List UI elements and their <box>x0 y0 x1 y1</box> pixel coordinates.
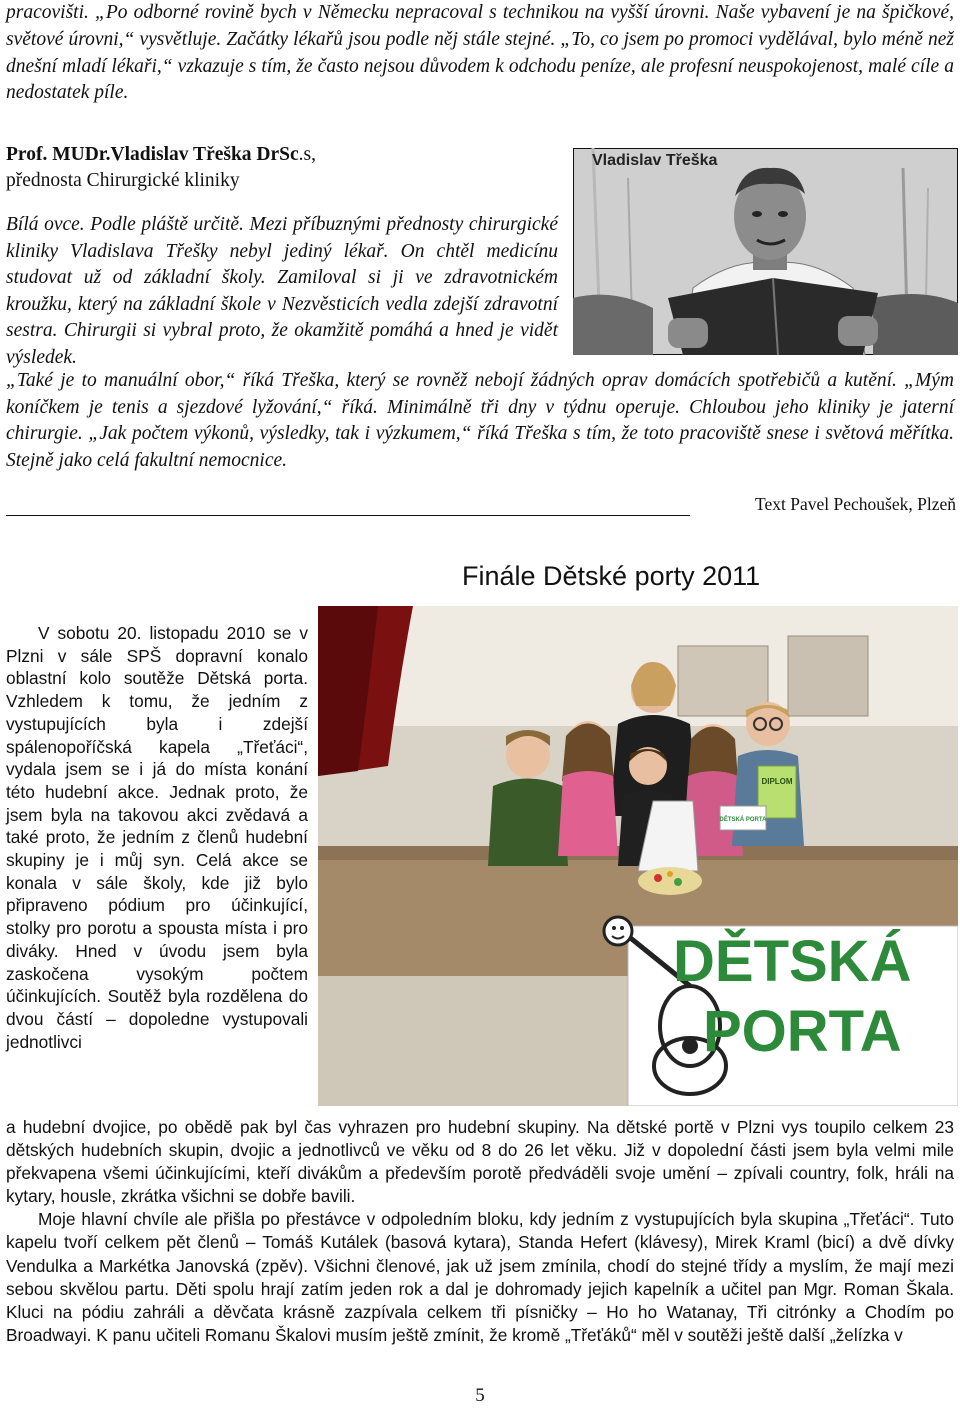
article-left-column <box>6 622 308 1053</box>
article-bottom-paragraph-2: Moje hlavní chvíle ale přišla po přestávce v odpoledním bloku, kdy jedním z vystupujících byla skupina „Třeťáci“. Tuto kapelu tvoří celkem pět členů – Tomáš Kutálek (basová kytara), Standa Hefert (klávesy), Mirek Kraml (bicí) a dvě dívky Vendulka a Markétka Janovská (zpěv). Všichni členové, jak už jsem zmínila, chodí do stejné třídy a myslím, že mají mezi sebou skvělou partu. Děti spolu hrají zatím jeden rok a dal je dohromady jejich kapelník a učitel pan Mgr. Roman Škala. Kluci na pódiu zahráli a děvčata krásně zazpívala celkem tři písničky – Ho ho Watanay, Tři citrónky a Chodím po Broadwayi. K panu učiteli Romanu Škalovi musím ještě zmínit, že kromě „Třeťáků“ měl v soutěži ještě další „želízka v <box>6 1209 954 1345</box>
article-bottom-paragraph-1: a hudební dvojice, po obědě pak byl čas vyhrazen pro hudební skupiny. Na dětské portě v Plzni vys toupilo celkem 23 dětských hudebních skupin, dvojic a jednotlivců ve věku od 8 do 26 let věku. Již v dopolední části jsem byla velmi mile překvapena všemi účinkujícími, kteří divákům a především porotě předváděli svoje umění – zpívali country, folk, hráli na kytary, housle, zkrátka všichni se dobře bavili. <box>6 1117 954 1207</box>
kids-stage-photo <box>318 606 958 1106</box>
article-bottom-paragraphs <box>6 1116 954 1347</box>
profile-paragraph: Bílá ovce. Podle pláště určitě. Mezi příbuznými přednosty chirurgické kliniky Vladislava Třešky nebyl jediný lékař. On chtěl medicínu studovat už od základní školy. Zamiloval si ji ve zdravotnickém kroužku, který na základní škole v Nezvěsticích vedla zdejší zdravotní sestra. Chirurgii si vybral proto, že okamžitě pomáhá a hned je vidět výsledek. <box>6 214 558 368</box>
byline-text: Text Pavel Pechoušek, Plzeň <box>755 494 956 514</box>
treska-photo-caption: Vladislav Třeška <box>592 152 718 169</box>
stage-sign-text: DĚTSKÁ PORTA <box>719 817 767 823</box>
top-paragraph <box>6 0 954 107</box>
diploma-text: DIPLOM <box>761 777 793 786</box>
banner-line1: DĚTSKÁ <box>673 929 912 994</box>
top-paragraph-text: pracovišti. „Po odborné rovině bych v Německu nepracoval s technikou na vyšší úrovni. Naše vybavení je na špičkové, světové úrovni,“ vysvětluje. Začátky lékařů jsou podle něj stále stejné. „To, co jsem po promoci vydělával, bylo méně než dnešní mladí lékaři,“ vzkazuje s tím, že často nejsou důvodem k odchodu peníze, ale profesní neuspokojenost, malé cíle a nedostatek píle. <box>6 2 954 104</box>
treska-photo <box>573 148 958 355</box>
byline <box>6 494 956 520</box>
article-left-column-text: V sobotu 20. listopadu 2010 se v Plzni v sále SPŠ dopravní konalo oblastní kolo soutěže Dětská porta. Vzhledem k tomu, že jedním z vystupujících byla i zdejší spálenopoříčská kapela „Třeťáci“, vydala jsem se i já do místa konání této hudební akce. Jednak proto, že jsem byla na takovou akci zvědavá a také proto, že jedním z členů hudební skupiny je i můj syn. Celá akce se konala v sále školy, kde již bylo připraveno pódium pro účinkující, stolky pro porotu a spousta místa i pro diváky. Hned v úvodu jsem byla zaskočena vysokým počtem účinkujících. Soutěž byla rozdělena do dvou částí – dopoledne vystupovali jednotlivci <box>6 623 308 1052</box>
profile-name-tail: .s, <box>298 144 317 165</box>
byline-rule <box>6 515 690 516</box>
article-title: Finále Dětské porty 2011 <box>462 561 761 591</box>
profile-name-text: Prof. MUDr.Vladislav Třeška DrSc <box>6 144 299 165</box>
profile-name <box>6 144 316 166</box>
profile-role: přednosta Chirurgické kliniky <box>6 170 240 191</box>
profile-paragraph-continued: „Také je to manuální obor,“ říká Třeška, který se rovněž nebojí žádných oprav domácích spotřebičů a kutění. „Mým koníčkem je tenis a sjezdové lyžování,“ říká. Minimálně tři dny v týdnu operuje. Chloubou jeho kliniky je jaterní chirurgie. „Jak počtem výkonů, výsledky, tak i výzkumem,“ říká Třeška s tím, že toto pracoviště snese i světová měřítka. Stejně jako celá fakultní nemocnice. <box>6 370 954 471</box>
banner-line2: PORTA <box>703 999 902 1064</box>
page-number: 5 <box>475 1385 485 1406</box>
